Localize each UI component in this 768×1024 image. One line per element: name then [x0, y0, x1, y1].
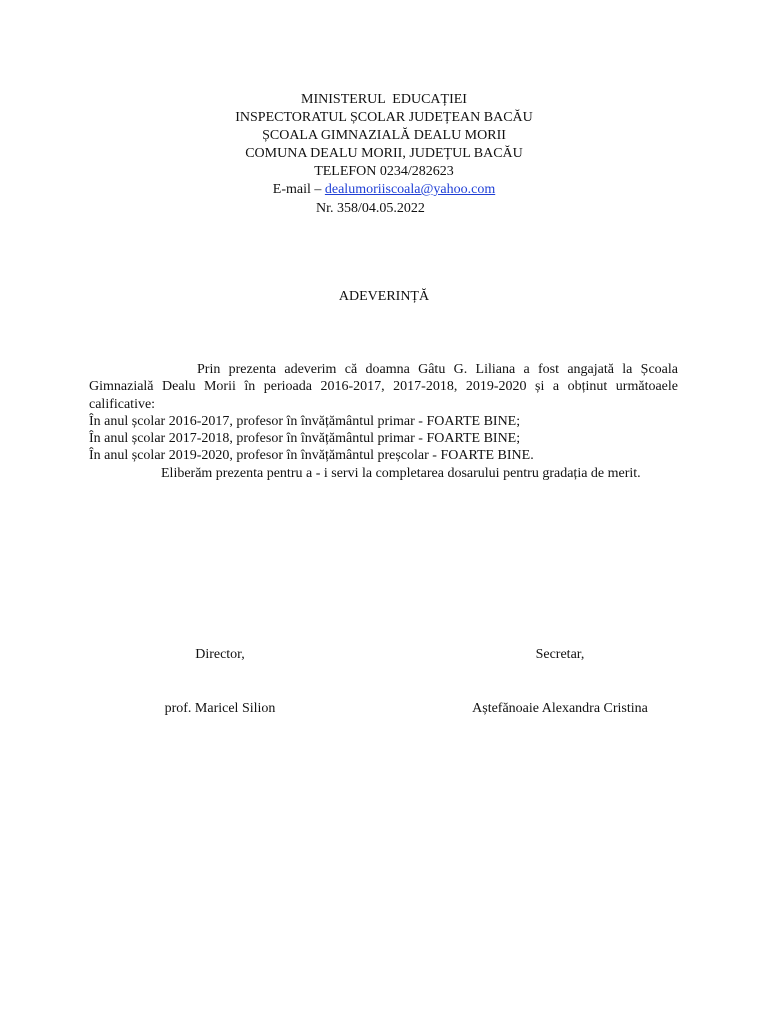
- secretary-role: Secretar,: [535, 647, 585, 662]
- inspectorate-line: INSPECTORATUL ȘCOLAR JUDEȚEAN BACĂU: [235, 110, 533, 125]
- secretary-name: Aștefănoaie Alexandra Cristina: [472, 701, 648, 716]
- document-title: ADEVERINȚĂ: [338, 289, 430, 304]
- purpose-paragraph: Eliberăm prezenta pentru a - i servi la completarea dosarului pentru gradația de merit.: [161, 465, 641, 481]
- school-line: ȘCOALA GIMNAZIALĂ DEALU MORII: [262, 128, 506, 143]
- letterhead: [0, 91, 768, 199]
- email-prefix: E-mail –: [272, 182, 325, 197]
- qualification-item: În anul școlar 2017-2018, profesor în învățământul primar - FOARTE BINE;: [89, 431, 521, 447]
- registration-number: Nr. 358/04.05.2022: [316, 201, 425, 216]
- email-link[interactable]: dealumoriiscoala@yahoo.com: [324, 182, 496, 197]
- director-name: prof. Maricel Silion: [164, 701, 276, 716]
- qualification-item: În anul școlar 2019-2020, profesor în învățământul preșcolar - FOARTE BINE.: [89, 448, 534, 464]
- certification-paragraph: Prin prezenta adeverim că doamna Gâtu G. Liliana a fost angajată la Școala Gimnazială Dealu Morii în perioada 2016-2017, 2017-2018, 2019-2020 și a obținut următoaele calificative:: [89, 362, 678, 412]
- secretary-signature-block: [440, 610, 680, 754]
- director-signature-block: [140, 610, 300, 754]
- commune-line: COMUNA DEALU MORII, JUDEȚUL BACĂU: [245, 146, 523, 161]
- phone-line: TELEFON 0234/282623: [314, 164, 454, 179]
- document-body: [89, 361, 678, 482]
- qualification-item: În anul școlar 2016-2017, profesor în învățământul primar - FOARTE BINE;: [89, 413, 521, 429]
- director-role: Director,: [195, 647, 245, 662]
- email-line: [0, 181, 768, 199]
- ministry-line: MINISTERUL EDUCAȚIEI: [301, 92, 467, 107]
